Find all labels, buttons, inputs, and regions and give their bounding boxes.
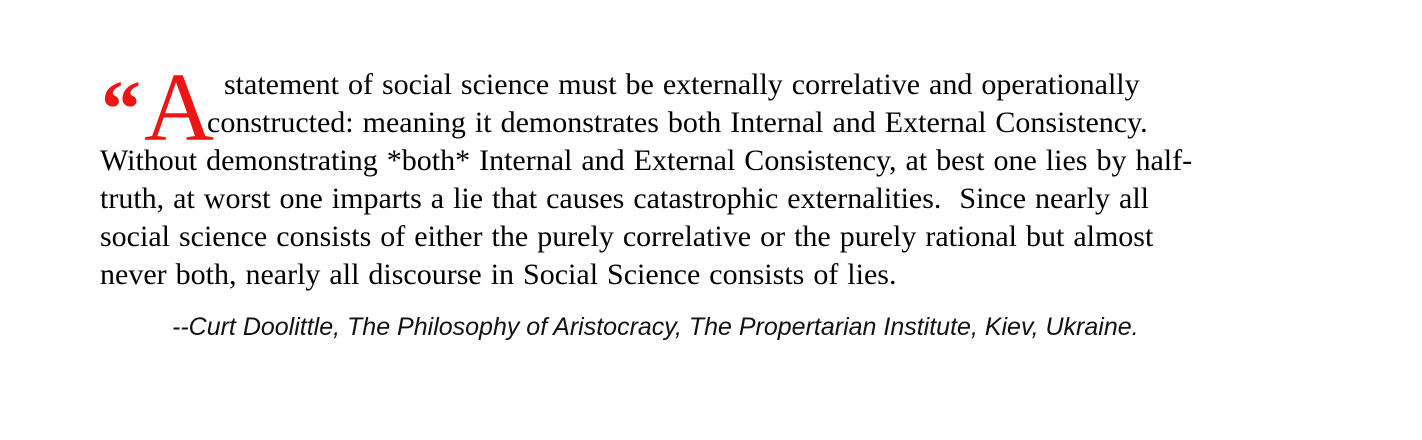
quote-line-2: constructed: meaning it demonstrates both Internal and External Consistency.: [207, 106, 1148, 139]
dropcap-letter: A: [144, 54, 215, 161]
quote-line-1: statement of social science must be externally correlative and operationally: [224, 68, 1140, 101]
quote-line-4: truth, at worst one imparts a lie that causes catastrophic externalities. Since nearly all: [100, 182, 1149, 215]
quote-line-5: social science consists of either the purely correlative or the purely rational but almost: [100, 220, 1154, 253]
quote-body: [100, 66, 1360, 294]
quote-line-3: Without demonstrating *both* Internal and External Consistency, at best one lies by half-: [100, 144, 1193, 177]
quote-line-6: never both, nearly all discourse in Social Science consists of lies.: [100, 258, 897, 291]
open-quote-mark: “: [101, 66, 139, 154]
attribution-line: --Curt Doolittle, The Philosophy of Aristocracy, The Propertarian Institute, Kiev, Ukraine.: [172, 313, 1139, 341]
